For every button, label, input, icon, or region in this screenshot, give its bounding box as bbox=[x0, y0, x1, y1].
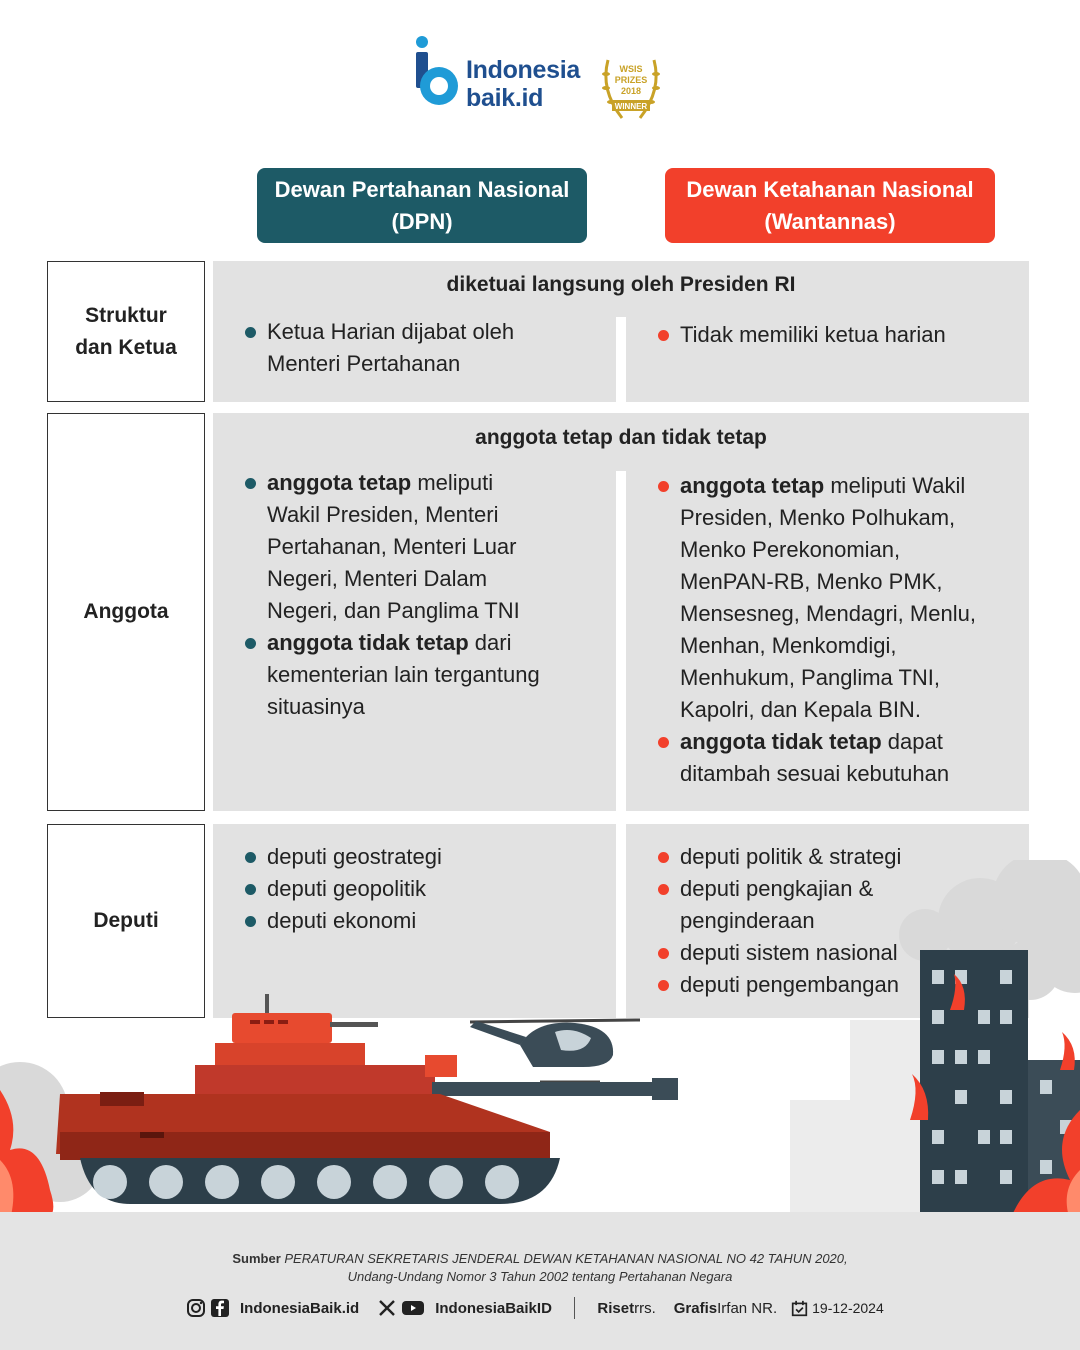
wantannas-abbr: (Wantannas) bbox=[764, 209, 896, 234]
date-text: 19-12-2024 bbox=[812, 1300, 884, 1316]
list-item bbox=[658, 726, 998, 790]
brand-name-line2: baik.id bbox=[466, 84, 544, 112]
item-bold: anggota tidak tetap bbox=[680, 729, 882, 754]
list-item: deputi ekonomi bbox=[245, 905, 585, 937]
deputi-wantannas-list bbox=[658, 841, 948, 1001]
source-text bbox=[0, 1250, 1080, 1286]
source-line1: PERATURAN SEKRETARIS JENDERAL DEWAN KETAHANAN NASIONAL NO 42 TAHUN 2020, bbox=[280, 1251, 848, 1266]
struktur-wantannas-list bbox=[658, 319, 1018, 351]
divider bbox=[574, 1297, 576, 1319]
youtube-icon[interactable] bbox=[401, 1298, 425, 1318]
item-bold: anggota tidak tetap bbox=[267, 630, 469, 655]
award-line3: 2018 bbox=[620, 86, 642, 96]
list-item: deputi pengkajian & penginderaan bbox=[658, 873, 948, 937]
struktur-label-line1: Struktur bbox=[85, 303, 167, 327]
anggota-dpn-list bbox=[245, 467, 545, 723]
item-text: meliputi Wakil Presiden, Menko Polhukam, Menko Perekonomian, MenPAN-RB, Menko PMK, Mensesneg, Mendagri, Menlu, Menhan, Menkomdigi, Menhukum, Panglima TNI, Kapolri, dan Kepala BIN. bbox=[680, 473, 976, 722]
column-header-dpn bbox=[257, 168, 587, 243]
list-item: deputi politik & strategi bbox=[658, 841, 948, 873]
grafis-label: Grafis bbox=[673, 1299, 718, 1317]
brand-name-line1: Indonesia bbox=[466, 56, 580, 84]
anggota-label: Anggota bbox=[83, 600, 169, 623]
social-handle-2[interactable]: IndonesiaBaikID bbox=[435, 1299, 552, 1317]
helicopter-icon bbox=[470, 1020, 640, 1082]
struktur-label-line2: dan Ketua bbox=[75, 335, 177, 359]
item-bold: anggota tetap bbox=[267, 470, 412, 495]
list-item: Tidak memiliki ketua harian bbox=[658, 319, 1018, 351]
credits-bar bbox=[186, 1296, 884, 1320]
list-item bbox=[245, 467, 545, 627]
source-line2: Undang-Undang Nomor 3 Tahun 2002 tentang Pertahanan Negara bbox=[347, 1269, 733, 1284]
brand-logo[interactable] bbox=[412, 34, 672, 116]
riset-label: Riset bbox=[597, 1299, 635, 1317]
struktur-dpn-list bbox=[245, 316, 585, 380]
dpn-abbr: (DPN) bbox=[391, 209, 453, 234]
item-bold: anggota tetap bbox=[680, 473, 825, 498]
grafis-value: Irfan NR. bbox=[717, 1299, 778, 1317]
dpn-title: Dewan Pertahanan Nasional bbox=[274, 177, 570, 202]
award-laurel-icon bbox=[598, 50, 664, 128]
facebook-icon[interactable] bbox=[210, 1298, 230, 1318]
item-text: dapat ditambah sesuai kebutuhan bbox=[680, 729, 950, 786]
instagram-icon[interactable] bbox=[186, 1298, 206, 1318]
item-text: dari kementerian lain tergantung situasinya bbox=[267, 630, 540, 719]
list-item: deputi geostrategi bbox=[245, 841, 585, 873]
x-twitter-icon[interactable] bbox=[377, 1298, 397, 1318]
wantannas-title: Dewan Ketahanan Nasional bbox=[686, 177, 974, 202]
award-line4: WINNER bbox=[614, 102, 648, 111]
social-handle-1[interactable]: IndonesiaBaik.id bbox=[240, 1299, 360, 1317]
list-item bbox=[245, 627, 545, 723]
list-item: Ketua Harian dijabat oleh Menteri Pertahanan bbox=[245, 316, 585, 380]
source-label: Sumber bbox=[232, 1251, 281, 1266]
column-header-wantannas bbox=[665, 168, 995, 243]
calendar-icon bbox=[791, 1300, 808, 1317]
list-item: deputi sistem nasional bbox=[658, 937, 948, 969]
anggota-shared-text: anggota tetap dan tidak tetap bbox=[475, 426, 767, 449]
item-text: meliputi Wakil Presiden, Menteri Pertahanan, Menteri Luar Negeri, Menteri Dalam Negeri, dan Panglima TNI bbox=[267, 470, 520, 623]
list-item: deputi pengembangan bbox=[658, 969, 948, 1001]
award-line2: PRIZES bbox=[614, 75, 648, 85]
award-line1: WSIS bbox=[619, 64, 643, 74]
list-item: deputi geopolitik bbox=[245, 873, 585, 905]
indonesiabaik-logo-icon bbox=[412, 34, 460, 108]
row-label-anggota bbox=[47, 413, 205, 811]
anggota-wantannas-list bbox=[658, 470, 998, 790]
struktur-shared-text: diketuai langsung oleh Presiden RI bbox=[446, 273, 796, 296]
deputi-label: Deputi bbox=[93, 909, 159, 932]
list-item bbox=[658, 470, 998, 726]
deputi-dpn-list bbox=[245, 841, 585, 937]
row-label-struktur bbox=[47, 261, 205, 402]
riset-value: rrs. bbox=[634, 1299, 656, 1317]
